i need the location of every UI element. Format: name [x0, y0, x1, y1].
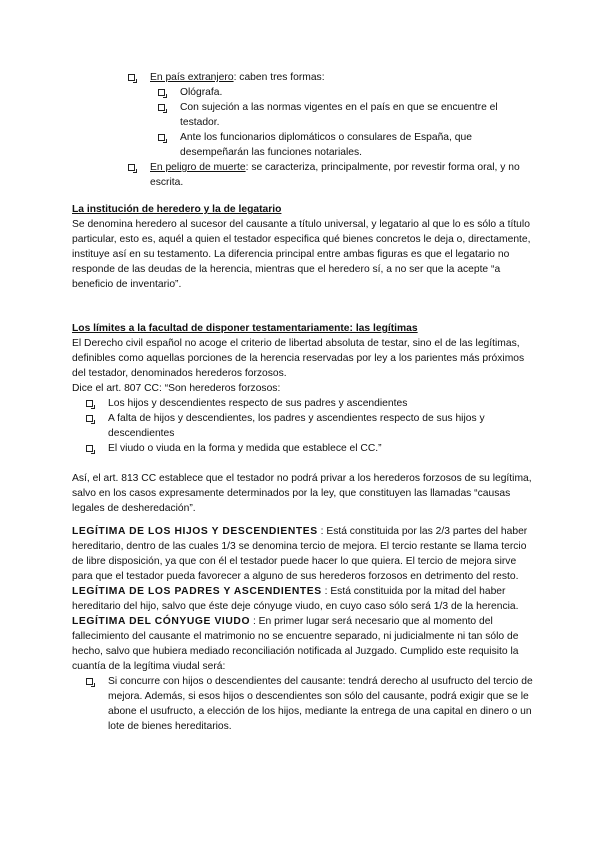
section-body: El Derecho civil español no acoge el criterio de libertad absoluta de testar, sino el de las legítimas, definibles como aquellas porciones de la herencia reservadas por ley a los parientes más próximos del testador, denominados herederos forzosos.: [72, 338, 525, 379]
section-heading: Los límites a la facultad de disponer testamentariamente: las legítimas: [72, 323, 418, 334]
article-807-quote: Dice el art. 807 CC: “Son herederos forzosos:: [72, 383, 281, 394]
checkbox-bullet-icon: [158, 89, 165, 96]
legitima-title: LEGÍTIMA DEL CÓNYUGE VIUDO: [72, 616, 251, 627]
checkbox-bullet-icon: [158, 104, 165, 111]
legitima-text: : Está constituida por la mitad del haber hereditario del hijo, salvo que éste deje cónyuge viudo, en cuyo caso sólo será 1/3 de la herencia.: [72, 586, 519, 612]
checkbox-bullet-icon: [86, 415, 93, 422]
bullet-lead: En país extranjero: [150, 72, 234, 83]
bullet-lead: En peligro de muerte: [150, 162, 246, 173]
section-legitima-types: [72, 524, 534, 734]
list-item: [86, 396, 534, 411]
legitima-title: LEGÍTIMA DE LOS PADRES Y ASCENDIENTES: [72, 586, 322, 597]
checkbox-bullet-icon: [158, 134, 165, 141]
section-heredero-legatario: [72, 202, 534, 292]
legitima-text: : Está constituida por las 2/3 partes del haber hereditario, dentro de las cuales 1/3 se denomina tercio de mejora. El tercio restante se llama tercio de libre disposición, ya que con él el testador puede hacer lo que quiera. El tercio de mejora sirve para que el testador pueda favorecer a alguno de sus herederos forzosos en detrimento del resto.: [72, 526, 528, 582]
forced-heirs-list: [72, 396, 534, 456]
list-item-text: El viudo o viuda en la forma y medida que establece el CC.”: [108, 443, 382, 454]
checkbox-bullet-icon: [86, 445, 93, 452]
sub-item-text: Ológrafa.: [180, 87, 223, 98]
checkbox-bullet-icon: [128, 164, 135, 171]
list-item: [86, 411, 534, 441]
bullet-pais-extranjero: [128, 70, 534, 85]
checkbox-bullet-icon: [86, 400, 93, 407]
conyuge-list: [72, 674, 534, 734]
list-item-text: Los hijos y descendientes respecto de sus padres y ascendientes: [108, 398, 408, 409]
sub-item-text: Con sujeción a las normas vigentes en el país en que se encuentre el testador.: [180, 102, 498, 128]
testament-forms-list: [128, 70, 534, 190]
legitima-title: LEGÍTIMA DE LOS HIJOS Y DESCENDIENTES: [72, 526, 318, 537]
bullet-peligro-muerte: [128, 160, 534, 190]
legitima-hijos: [72, 524, 534, 584]
sub-list: [128, 85, 534, 160]
section-body: Se denomina heredero al sucesor del causante a título universal, y legatario al que lo es sólo a título particular, esto es, aquél a quien el testador especifica qué bienes concretos le deja o, directamente, instituye así en su testamento. La diferencia principal entre ambas figuras es que el legatario no responde de las deudas de la herencia, mientras que el heredero sí, a no ser que la acepte “a beneficio de inventario”.: [72, 219, 531, 290]
sub-item-text: Ante los funcionarios diplomáticos o consulares de España, que desempeñarán las funciones notariales.: [180, 132, 472, 158]
section-heading: La institución de heredero y la de legatario: [72, 204, 282, 215]
list-item: [86, 441, 534, 456]
checkbox-bullet-icon: [128, 74, 135, 81]
list-item-text: A falta de hijos y descendientes, los padres y ascendientes respecto de sus hijos y descendientes: [108, 413, 485, 439]
list-item-text: Si concurre con hijos o descendientes del causante: tendrá derecho al usufructo del tercio de mejora. Además, si esos hijos o descendientes son sólo del causante, podrá exigir que se le abone el usufructo, a elección de los hijos, mediante la entrega de una capital en dinero o un lote de bienes hereditarios.: [108, 676, 533, 732]
list-item: [86, 674, 534, 734]
article-813-paragraph: Así, el art. 813 CC establece que el testador no podrá privar a los herederos forzosos de su legítima, salvo en los casos expresamente determinados por la ley, que constituyen las llamadas “causas legales de desheredación”.: [72, 473, 532, 514]
legitima-text: : En primer lugar será necesario que al momento del fallecimiento del causante el matrimonio no se encuentre separado, ni judicialmente ni tan sólo de hecho, salvo que hubiera mediado reconciliación notificada al Juzgado. Cumplido este requisito la cuantía de la legítima viudal será:: [72, 616, 519, 672]
sub-item: [158, 130, 534, 160]
legitima-padres: [72, 584, 534, 614]
section-legitimas: [72, 321, 534, 516]
sub-item: [158, 100, 534, 130]
sub-item: [158, 85, 534, 100]
bullet-text: : se caracteriza, principalmente, por revestir forma oral, y no escrita.: [150, 162, 520, 188]
legitima-conyuge: [72, 614, 534, 674]
bullet-text: : caben tres formas:: [233, 72, 325, 83]
checkbox-bullet-icon: [86, 678, 93, 685]
